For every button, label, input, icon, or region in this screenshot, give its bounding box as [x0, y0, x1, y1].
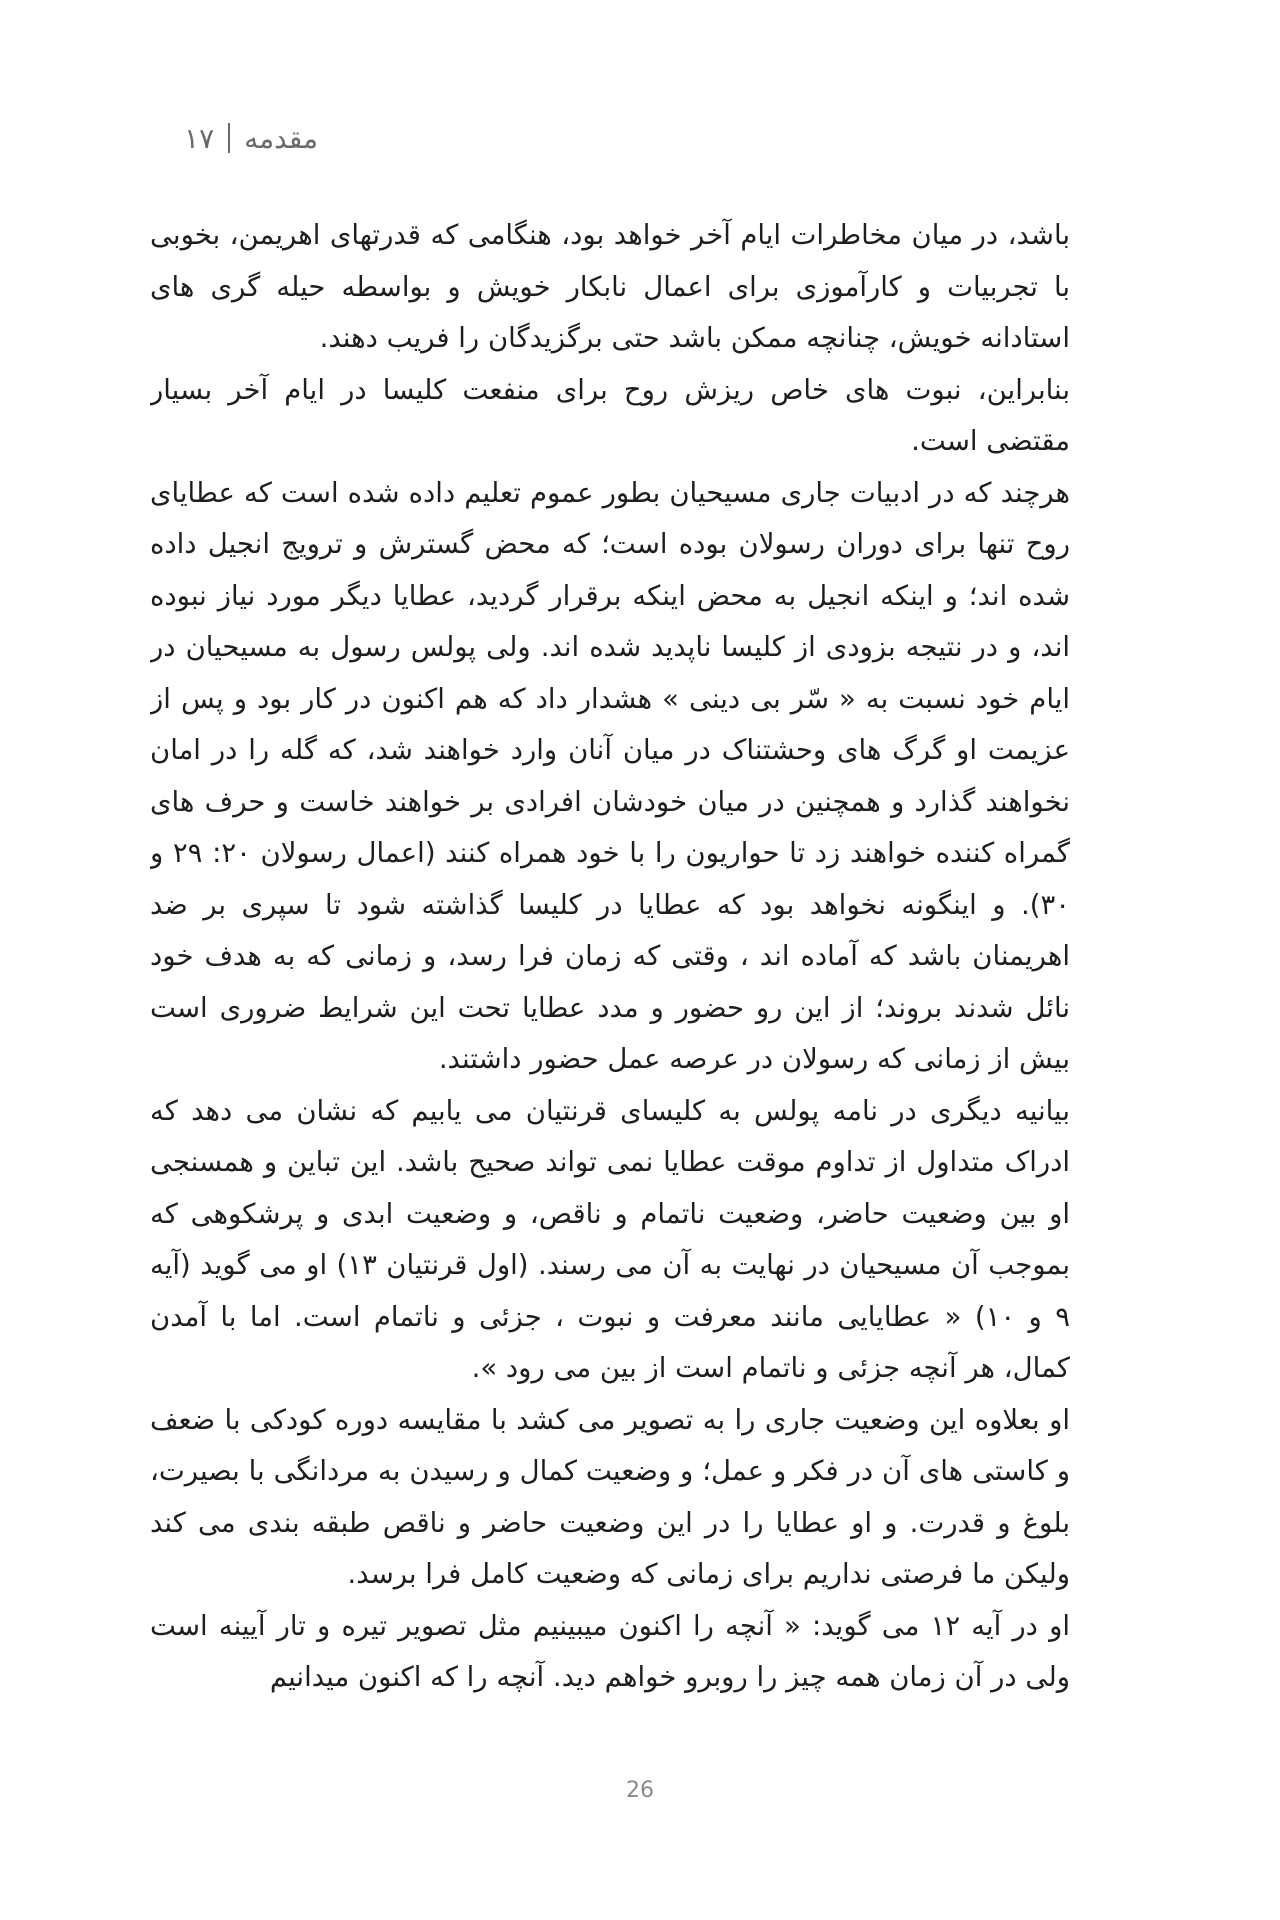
- paragraph: بنابراین، نبوت های خاص ریزش روح برای منفعت کلیسا در ایام آخر بسیار مقتضی است.: [150, 373, 1070, 457]
- header-separator: [228, 123, 230, 153]
- paragraph: هرچند که در ادبیات جاری مسیحیان بطور عموم تعلیم داده شده است که عطایای روح تنها برای دوران رسولان بوده است؛ که محض گسترش و ترویج انجیل داده شده اند؛ و اینکه انجیل به محض اینکه برقرار گردید، عطایا دیگر مورد نیاز نبوده اند، و در نتیجه بزودی از کلیسا ناپدید شده اند. ولی پولس رسول به مسیحیان در ایام خود نسبت به « سّر بی دینی » هشدار داد که هم اکنون در کار بود و پس از عزیمت او گرگ های وحشتناک در میان آنان وارد خواهند شد، که گله را در امان نخواهند گذارد و همچنین در میان خودشان افرادی بر خواهند خاست و حرف های گمراه کننده خواهند زد تا حواریون را با خود همراه کنند (اعمال رسولان ۲۰: ۲۹ و ۳۰). و اینگونه نخواهد بود که عطایا در کلیسا گذاشته شود تا سپری بر ضد اهریمنان باشد که آماده اند ، وقتی که زمان فرا رسد، و زمانی که به هدف خود نائل شدند بروند؛ از این رو حضور و مدد عطایا تحت این شرایط ضروری است بیش از زمانی که رسولان در عرصه عمل حضور داشتند.: [150, 476, 1070, 1075]
- header-page-number: ۱۷: [184, 121, 215, 155]
- running-header: [150, 116, 318, 160]
- paragraph: او بعلاوه این وضعیت جاری را به تصویر می کشد با مقایسه دوره کودکی با ضعف و کاستی های آن در فکر و عمل؛ و وضعیت کمال و رسیدن به مردانگی با بصیرت، بلوغ و قدرت. و او عطایا را در این وضعیت حاضر و ناقص طبقه بندی می کند ولیکن ما فرصتی نداریم برای زمانی که وضعیت کامل فرا برسد.: [150, 1403, 1070, 1590]
- paragraph: بیانیه دیگری در نامه پولس به کلیسای قرنتیان می یابیم که نشان می دهد که ادراک متداول از تداوم موقت عطایا نمی تواند صحیح باشد. این تباین و همسنجی او بین وضعیت حاضر، وضعیت ناتمام و ناقص، و وضعیت ابدی و پرشکوهی که بموجب آن مسیحیان در نهایت به آن می رسند. (اول قرنتیان ۱۳) او می گوید (آیه ۹ و ۱۰) « عطایایی مانند معرفت و نبوت ، جزئی و ناتمام است. اما با آمدن کمال، هر آنچه جزئی و ناتمام است از بین می رود ».: [150, 1094, 1070, 1384]
- paragraph: باشد، در میان مخاطرات ایام آخر خواهد بود، هنگامی که قدرتهای اهریمن، بخوبی با تجربیات و کارآموزی برای اعمال نابکار خویش و بواسطه حیله گری های استادانه خویش، چنانچه ممکن باشد حتی برگزیدگان را فریب دهند.: [150, 219, 1070, 354]
- section-title: مقدمه: [244, 121, 318, 155]
- paragraph: او در آیه ۱۲ می گوید: « آنچه را اکنون میبینیم مثل تصویر تیره و تار آیینه است ولی در آن زمان همه چیز را روبرو خواهم دید. آنچه را که اکنون میدانیم: [150, 1609, 1070, 1693]
- body-text: [150, 210, 1070, 1765]
- footer-page-number: 26: [626, 1778, 654, 1803]
